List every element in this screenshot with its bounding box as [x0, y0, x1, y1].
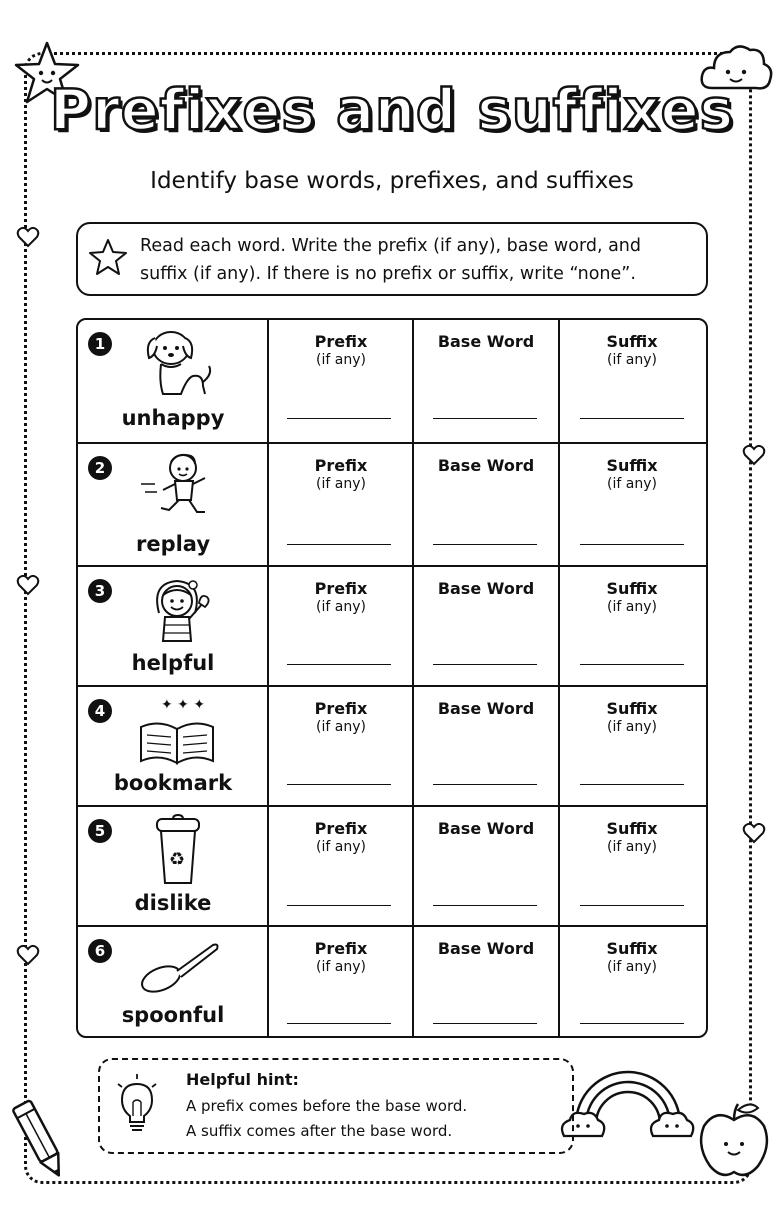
prefix-note: (if any) — [316, 959, 366, 975]
prefix-answer-line[interactable] — [287, 1023, 391, 1024]
pencil-icon — [12, 1092, 68, 1188]
suffix-header — [559, 819, 705, 855]
open-book-icon — [133, 693, 223, 765]
instructions-line: suffix (if any). If there is no prefix or suffix, write “none”. — [140, 264, 636, 284]
table-row — [78, 925, 706, 1038]
hint-line: A suffix comes after the base word. — [186, 1122, 453, 1140]
item-number: 3 — [88, 579, 112, 603]
prefix-note: (if any) — [316, 719, 366, 735]
star-icon — [88, 238, 128, 276]
table-row — [78, 565, 706, 687]
heart-icon — [16, 944, 40, 966]
table-row — [78, 442, 706, 567]
item-number: 5 — [88, 819, 112, 843]
prefix-note: (if any) — [316, 839, 366, 855]
suffix-label: Suffix — [606, 456, 658, 475]
heart-icon — [16, 226, 40, 248]
base-label: Base Word — [437, 699, 535, 718]
prefix-header — [268, 819, 414, 855]
table-row — [78, 320, 706, 442]
suffix-note: (if any) — [607, 959, 657, 975]
prefix-header — [268, 332, 414, 368]
suffix-header — [559, 332, 705, 368]
item-word: replay — [135, 532, 211, 556]
prefix-header — [268, 456, 414, 492]
running-boy-icon — [133, 450, 223, 522]
item-number: 6 — [88, 939, 112, 963]
suffix-note: (if any) — [607, 352, 657, 368]
base-header — [413, 332, 559, 351]
base-answer-line[interactable] — [433, 544, 537, 545]
suffix-note: (if any) — [607, 599, 657, 615]
base-answer-line[interactable] — [433, 418, 537, 419]
item-word: bookmark — [113, 771, 233, 795]
suffix-header — [559, 939, 705, 975]
item-number: 4 — [88, 699, 112, 723]
base-header — [413, 579, 559, 598]
base-label: Base Word — [437, 456, 535, 475]
prefix-label: Prefix — [314, 456, 368, 475]
prefix-answer-line[interactable] — [287, 664, 391, 665]
spoon-icon — [133, 933, 223, 1005]
instructions-line: Read each word. Write the prefix (if any), base word, and — [140, 236, 641, 256]
base-header — [413, 939, 559, 958]
suffix-header — [559, 579, 705, 615]
table-row — [78, 805, 706, 927]
prefix-note: (if any) — [316, 352, 366, 368]
item-number: 1 — [88, 332, 112, 356]
prefix-answer-line[interactable] — [287, 418, 391, 419]
base-answer-line[interactable] — [433, 664, 537, 665]
suffix-answer-line[interactable] — [580, 1023, 684, 1024]
suffix-label: Suffix — [606, 332, 658, 351]
prefix-note: (if any) — [316, 599, 366, 615]
page-subtitle: Identify base words, prefixes, and suffixes — [150, 168, 634, 194]
item-word: spoonful — [121, 1003, 225, 1027]
base-label: Base Word — [437, 579, 535, 598]
svg-text:♻: ♻ — [169, 849, 186, 870]
suffix-answer-line[interactable] — [580, 664, 684, 665]
heart-icon — [742, 822, 766, 844]
prefix-label: Prefix — [314, 579, 368, 598]
base-label: Base Word — [437, 819, 535, 838]
suffix-note: (if any) — [607, 719, 657, 735]
prefix-answer-line[interactable] — [287, 784, 391, 785]
prefix-header — [268, 579, 414, 615]
table-row — [78, 685, 706, 807]
page-title: Prefixes and suffixes — [50, 78, 734, 143]
heart-icon — [742, 444, 766, 466]
hint-title: Helpful hint: — [186, 1070, 299, 1089]
base-answer-line[interactable] — [433, 784, 537, 785]
suffix-answer-line[interactable] — [580, 544, 684, 545]
suffix-note: (if any) — [607, 839, 657, 855]
lightbulb-icon — [114, 1072, 160, 1138]
item-word: helpful — [131, 651, 215, 675]
item-word: dislike — [134, 891, 212, 915]
hint-line: A prefix comes before the base word. — [186, 1097, 468, 1115]
suffix-label: Suffix — [606, 939, 658, 958]
worksheet-table — [76, 318, 708, 1038]
prefix-label: Prefix — [314, 939, 368, 958]
prefix-label: Prefix — [314, 819, 368, 838]
base-answer-line[interactable] — [433, 1023, 537, 1024]
svg-text:✦ ✦ ✦: ✦ ✦ ✦ — [161, 697, 206, 713]
dog-icon — [133, 326, 223, 398]
prefix-answer-line[interactable] — [287, 544, 391, 545]
prefix-header — [268, 939, 414, 975]
suffix-label: Suffix — [606, 579, 658, 598]
base-label: Base Word — [437, 939, 535, 958]
base-answer-line[interactable] — [433, 905, 537, 906]
apple-icon — [696, 1098, 772, 1182]
item-number: 2 — [88, 456, 112, 480]
recycle-bin-icon — [133, 813, 223, 885]
base-header — [413, 699, 559, 718]
suffix-label: Suffix — [606, 819, 658, 838]
suffix-answer-line[interactable] — [580, 418, 684, 419]
suffix-label: Suffix — [606, 699, 658, 718]
suffix-answer-line[interactable] — [580, 784, 684, 785]
suffix-answer-line[interactable] — [580, 905, 684, 906]
prefix-label: Prefix — [314, 332, 368, 351]
waving-girl-icon — [133, 573, 223, 645]
suffix-header — [559, 456, 705, 492]
prefix-label: Prefix — [314, 699, 368, 718]
item-word: unhappy — [121, 406, 225, 430]
prefix-note: (if any) — [316, 476, 366, 492]
base-header — [413, 456, 559, 475]
base-header — [413, 819, 559, 838]
base-label: Base Word — [437, 332, 535, 351]
rainbow-icon — [558, 1052, 698, 1144]
heart-icon — [16, 574, 40, 596]
suffix-note: (if any) — [607, 476, 657, 492]
prefix-header — [268, 699, 414, 735]
prefix-answer-line[interactable] — [287, 905, 391, 906]
instructions-text — [140, 232, 700, 288]
suffix-header — [559, 699, 705, 735]
